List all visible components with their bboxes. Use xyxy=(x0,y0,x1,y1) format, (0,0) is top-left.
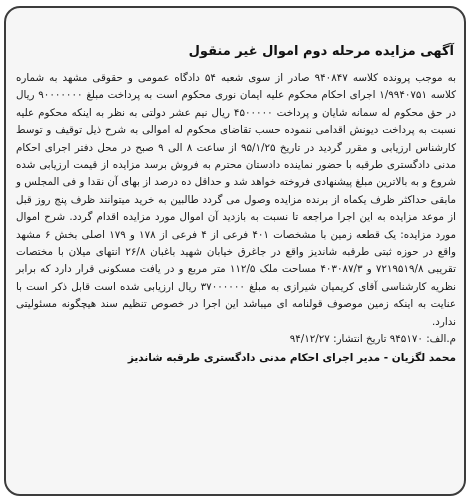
notice-title: آگهی مزایده مرحله دوم اموال غیر منقول xyxy=(188,44,454,59)
notice-signature: محمد لگزیان - مدیر اجرای احکام مدنی دادگستری طرقبه شاندیز xyxy=(127,351,456,364)
publication-reference: م.الف: ۹۴۵۱۷۰ تاریخ انتشار: ۹۴/۱۲/۲۷ xyxy=(289,333,456,346)
notice-body: به موجب پرونده کلاسه ۹۴۰۸۴۷ صادر از سوی شعبه ۵۴ دادگاه عمومی و حقوقی مشهد به شماره کلاسه ۱/۹۹۴۰۷۵۱ اجرای احکام محکوم علیه ایمان نوری محکوم است به پرداخت مبلغ ۹۰۰۰۰۰۰۰ ریال در حق محکوم له سمانه شایان و پرداخت ۴۵۰۰۰۰۰ ریال نیم عشر دولتی به نظر به اینکه محکوم علیه نسبت به پرداخت دیونش اقدامی ننموده حسب تقاضای محکوم له اموالی به شرح ذیل توقیف و توسط کارشناس ارزیابی و مقرر گردید در تاریخ ۹۵/۱/۲۵ از ساعت ۸ الی ۹ صبح در محل دفتر اجرای احکام مدنی دادگستری طرقبه با حضور نماینده دادستان محترم به فروش برسد مزایده از قیمت ارزیابی شده شروع و به بالاترین مبلغ پیشنهادی فروخته خواهد شد و حداقل ده درصد از بهای آن نقدا و فی المجلس و مابقی حداکثر ظرف یکماه از برنده مزایده وصول می گردد طالبین به خرید میتوانند ظرف پنج روز قبل از موعد مزایده به این اجرا مراجعه تا نسبت به بازدید آن اموال مورد مزایده اقدام گردد. شرح اموال مورد مزایده: یک قطعه زمین با مشخصات ۴۰۱ فرعی از ۴ فرعی از ۱۷۸ و ۱۷۹ اصلی بخش ۶ مشهد واقع در حوزه ثبتی طرقبه شاندیز واقع در جاغرق خیابان شهید باغبان ۲۶/۸ انتهای میلان با مختصات تقریبی ۷۲۱۹۵۱۹/۸ و ۴۰۳۰۸۷/۳ مساحت ملک ۱۱۲/۵ متر مربع و در یافت مسکونی قرار دارد که برابر نظریه کارشناسی آقای کریمیان شیرازی به مبلغ ۳۷۰۰۰۰۰۰ ریال ارزیابی شده است قابل ذکر است با عنایت به اینکه زمین موصوف قولنامه ای میباشد این اجرا در خصوص تنظیم سند هیچگونه مسئولیتی ندارد. xyxy=(16,72,457,328)
legal-notice-frame xyxy=(4,6,466,496)
